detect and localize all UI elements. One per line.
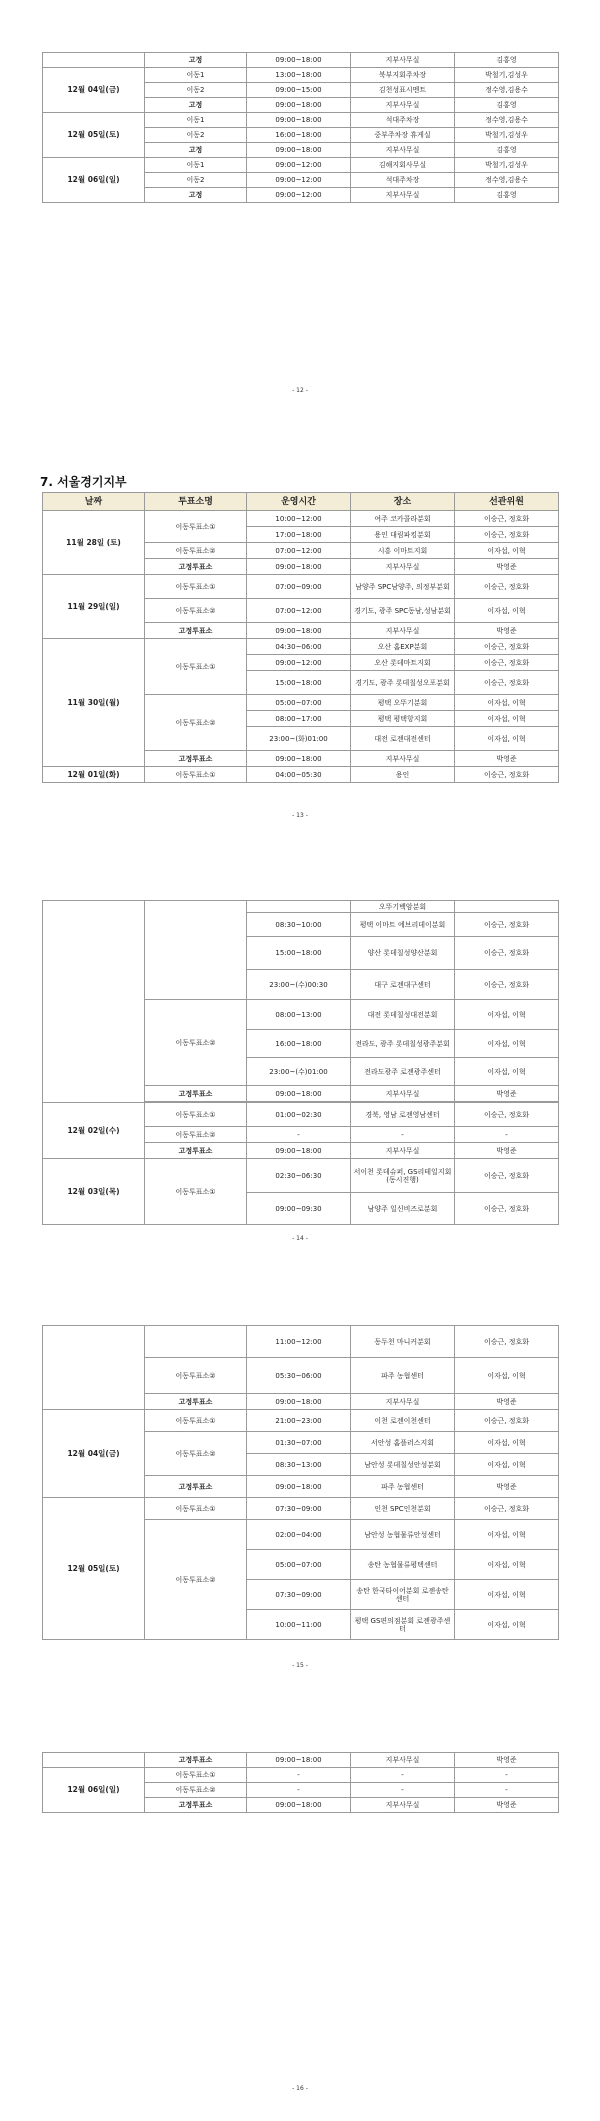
station-cell: 고정투표소 [145, 751, 247, 767]
schedule-table-page-16 [42, 1752, 559, 1813]
station-cell: 고정투표소 [145, 1476, 247, 1498]
place-cell: 지부사무실 [351, 1798, 455, 1813]
date-cell: 12월 01일(화) [43, 767, 145, 783]
table-row [43, 53, 559, 68]
schedule-table-page-13 [42, 492, 559, 783]
station-cell: 고정 [145, 143, 247, 158]
table-row [43, 1159, 559, 1193]
staff-cell: 정수영,김용수 [455, 173, 559, 188]
staff-cell: 이자섭, 이혁 [455, 1030, 559, 1058]
time-cell: 21:00~23:00 [247, 1410, 351, 1432]
table-row [43, 901, 559, 913]
staff-cell: 이승근, 정호화 [455, 913, 559, 937]
place-cell: 전라도, 광주 롯데칠성광주분회 [351, 1030, 455, 1058]
place-cell: 이천 로젠이천센터 [351, 1410, 455, 1432]
staff-cell: 박영준 [455, 1394, 559, 1410]
staff-cell: 박영준 [455, 1143, 559, 1159]
station-cell: 이동2 [145, 83, 247, 98]
time-cell: 01:00~02:30 [247, 1103, 351, 1127]
place-cell: 경기도, 광주 SPC동남,성남분회 [351, 599, 455, 623]
date-cell [43, 901, 145, 1103]
place-cell: 동두천 마니커분회 [351, 1326, 455, 1358]
place-cell: 지부사무실 [351, 98, 455, 113]
place-cell: 시흥 이마트지회 [351, 543, 455, 559]
station-cell: 고정투표소 [145, 623, 247, 639]
time-cell: 07:30~09:00 [247, 1498, 351, 1520]
date-cell [43, 1753, 145, 1768]
place-cell: 용인 [351, 767, 455, 783]
station-cell: 이동투표소② [145, 1432, 247, 1476]
station-cell: 고정투표소 [145, 559, 247, 575]
place-cell: 인천 SPC인천분회 [351, 1498, 455, 1520]
station-cell: 이동투표소② [145, 1358, 247, 1394]
staff-cell: 김홍영 [455, 143, 559, 158]
time-cell: 07:30~09:00 [247, 1580, 351, 1610]
place-cell: 지부사무실 [351, 188, 455, 203]
place-cell: 대구 로젠대구센터 [351, 970, 455, 1000]
table-row [43, 1410, 559, 1432]
date-cell: 12월 05일(토) [43, 1498, 145, 1640]
place-cell: 지부사무실 [351, 1143, 455, 1159]
table-row [43, 1753, 559, 1768]
place-cell: 남안성 롯데칠성안성분회 [351, 1454, 455, 1476]
schedule-table-page-15 [42, 1325, 559, 1640]
time-cell: 09:00~18:00 [247, 1798, 351, 1813]
staff-cell: - [455, 1127, 559, 1143]
staff-cell: 박영준 [455, 623, 559, 639]
time-cell: 08:30~13:00 [247, 1454, 351, 1476]
staff-cell: 이자섭, 이혁 [455, 727, 559, 751]
date-cell: 12월 04일(금) [43, 68, 145, 113]
staff-cell [455, 901, 559, 913]
station-cell: 고정투표소 [145, 1753, 247, 1768]
station-cell: 이동투표소① [145, 1410, 247, 1432]
table-row [43, 1768, 559, 1783]
staff-cell: 박영준 [455, 1798, 559, 1813]
staff-cell: 이승근, 정호화 [455, 937, 559, 970]
place-cell: 대전 로젠대전센터 [351, 727, 455, 751]
schedule-table-page-14 [42, 900, 559, 1225]
station-cell: 이동투표소① [145, 511, 247, 543]
place-cell: 서안성 홈플러스지회 [351, 1432, 455, 1454]
place-cell: 석대주차장 [351, 173, 455, 188]
time-cell: 13:00~18:00 [247, 68, 351, 83]
staff-cell: 이자섭, 이혁 [455, 543, 559, 559]
time-cell: 09:00~09:30 [247, 1193, 351, 1225]
place-cell: 지부사무실 [351, 1086, 455, 1102]
date-cell: 11월 29일(일) [43, 575, 145, 639]
place-cell: 지부사무실 [351, 1394, 455, 1410]
table-row [43, 1498, 559, 1520]
section-title: 7. 서울경기지부 [40, 475, 127, 489]
station-cell: 고정 [145, 98, 247, 113]
time-cell: 09:00~18:00 [247, 53, 351, 68]
station-cell: 이동투표소② [145, 1127, 247, 1143]
station-cell: 이동투표소② [145, 1520, 247, 1640]
place-cell: 중부주차장 휴게실 [351, 128, 455, 143]
time-cell: 09:00~12:00 [247, 158, 351, 173]
time-cell: 08:30~10:00 [247, 913, 351, 937]
page-number: - 14 - [292, 1235, 308, 1242]
time-cell: 09:00~18:00 [247, 143, 351, 158]
time-cell: 09:00~18:00 [247, 98, 351, 113]
place-cell: - [351, 1783, 455, 1798]
time-cell: 02:30~06:30 [247, 1159, 351, 1193]
staff-cell: 김홍영 [455, 98, 559, 113]
place-cell: 전라도광주 로젠광주센터 [351, 1058, 455, 1086]
table-row [43, 575, 559, 599]
time-cell: 10:00~11:00 [247, 1610, 351, 1640]
page-number: - 13 - [292, 812, 308, 819]
time-cell: 04:30~06:00 [247, 639, 351, 655]
place-cell: 양산 롯데칠성양산분회 [351, 937, 455, 970]
station-cell [145, 901, 247, 1000]
staff-cell: 이자섭, 이혁 [455, 1610, 559, 1640]
table-row [43, 158, 559, 173]
station-cell: 이동투표소① [145, 639, 247, 695]
place-cell: 오뚜기백암분회 [351, 901, 455, 913]
column-header-station: 투표소명 [145, 493, 247, 511]
time-cell: 16:00~18:00 [247, 1030, 351, 1058]
staff-cell: 박철기,김성우 [455, 68, 559, 83]
station-cell: 이동투표소① [145, 1159, 247, 1225]
staff-cell: 이자섭, 이혁 [455, 1520, 559, 1550]
time-cell: 09:00~18:00 [247, 751, 351, 767]
staff-cell: 이자섭, 이혁 [455, 1358, 559, 1394]
time-cell: 05:00~07:00 [247, 1550, 351, 1580]
staff-cell: 이승근, 정호화 [455, 767, 559, 783]
page-number: - 15 - [292, 1662, 308, 1669]
time-cell: 10:00~12:00 [247, 511, 351, 527]
staff-cell: 이자섭, 이혁 [455, 1000, 559, 1030]
place-cell: 오산 홈EXP분회 [351, 639, 455, 655]
staff-cell: 박영준 [455, 751, 559, 767]
staff-cell: 이자섭, 이혁 [455, 599, 559, 623]
station-cell: 이동투표소① [145, 1768, 247, 1783]
time-cell: 16:00~18:00 [247, 128, 351, 143]
time-cell: 09:00~18:00 [247, 559, 351, 575]
staff-cell: 이승근, 정호화 [455, 655, 559, 671]
time-cell: - [247, 1768, 351, 1783]
place-cell: 용인 대림파킹분회 [351, 527, 455, 543]
place-cell: 평택 평택항지회 [351, 711, 455, 727]
table-row [43, 1103, 559, 1127]
time-cell: 15:00~18:00 [247, 671, 351, 695]
time-cell: 07:00~12:00 [247, 599, 351, 623]
station-cell: 고정 [145, 53, 247, 68]
staff-cell: 김홍영 [455, 188, 559, 203]
staff-cell: 정수영,김용수 [455, 113, 559, 128]
date-cell: 12월 03일(목) [43, 1159, 145, 1225]
time-cell: 09:00~18:00 [247, 113, 351, 128]
place-cell: 오산 롯데마트지회 [351, 655, 455, 671]
station-cell: 이동투표소② [145, 1783, 247, 1798]
time-cell: 09:00~12:00 [247, 188, 351, 203]
place-cell: 여주 코카콜라분회 [351, 511, 455, 527]
place-cell: 대전 롯데칠성대전분회 [351, 1000, 455, 1030]
station-cell: 고정투표소 [145, 1394, 247, 1410]
page-number: - 12 - [292, 387, 308, 394]
station-cell: 이동투표소② [145, 543, 247, 559]
staff-cell: - [455, 1783, 559, 1798]
time-cell: 09:00~18:00 [247, 623, 351, 639]
place-cell: 평택 GS편의점분회 로젠광주센터 [351, 1610, 455, 1640]
place-cell: 지부사무실 [351, 1753, 455, 1768]
date-cell: 11월 30일(월) [43, 639, 145, 767]
time-cell: 07:00~09:00 [247, 575, 351, 599]
place-cell: 김해지회사무실 [351, 158, 455, 173]
station-cell: 이동투표소② [145, 695, 247, 751]
time-cell: 09:00~18:00 [247, 1476, 351, 1498]
place-cell: 지부사무실 [351, 623, 455, 639]
staff-cell: 박철기,김성우 [455, 128, 559, 143]
place-cell: - [351, 1768, 455, 1783]
time-cell: 23:00~(화)01:00 [247, 727, 351, 751]
station-cell: 이동투표소① [145, 1103, 247, 1127]
date-cell [43, 53, 145, 68]
staff-cell: 이자섭, 이혁 [455, 695, 559, 711]
table-row [43, 113, 559, 128]
place-cell: 평택 이마트 에브리데이분회 [351, 913, 455, 937]
station-cell: 고정 [145, 188, 247, 203]
place-cell: 송탄 농협물류평택센터 [351, 1550, 455, 1580]
date-cell: 12월 04일(금) [43, 1410, 145, 1498]
staff-cell: 이승근, 정호화 [455, 511, 559, 527]
place-cell: 파주 농협센터 [351, 1358, 455, 1394]
place-cell: 지부사무실 [351, 751, 455, 767]
staff-cell: - [455, 1768, 559, 1783]
staff-cell: 이승근, 정호화 [455, 1498, 559, 1520]
staff-cell: 이승근, 정호화 [455, 1326, 559, 1358]
table-row [43, 1326, 559, 1358]
table-row [43, 511, 559, 527]
station-cell: 이동1 [145, 113, 247, 128]
staff-cell: 이승근, 정호화 [455, 1159, 559, 1193]
date-cell: 12월 02일(수) [43, 1103, 145, 1159]
station-cell: 이동투표소① [145, 767, 247, 783]
place-cell: 지부사무실 [351, 559, 455, 575]
staff-cell: 이승근, 정호화 [455, 1103, 559, 1127]
station-cell: 이동2 [145, 128, 247, 143]
time-cell: 23:00~(수)00:30 [247, 970, 351, 1000]
time-cell: 09:00~18:00 [247, 1086, 351, 1102]
place-cell: 파주 농협센터 [351, 1476, 455, 1498]
place-cell: 지부사무실 [351, 53, 455, 68]
table-row [43, 68, 559, 83]
time-cell: 07:00~12:00 [247, 543, 351, 559]
place-cell: 송탄 한국타이어분회 로젠송탄센터 [351, 1580, 455, 1610]
staff-cell: 박영준 [455, 1086, 559, 1102]
staff-cell: 이승근, 정호화 [455, 639, 559, 655]
time-cell: 09:00~15:00 [247, 83, 351, 98]
time-cell: 05:30~06:00 [247, 1358, 351, 1394]
time-cell: 02:00~04:00 [247, 1520, 351, 1550]
place-cell: 경기도, 광주 롯데칠성오포분회 [351, 671, 455, 695]
station-cell: 이동투표소② [145, 599, 247, 623]
staff-cell: 박영준 [455, 559, 559, 575]
schedule-table-page-12 [42, 52, 559, 203]
time-cell: 09:00~18:00 [247, 1394, 351, 1410]
station-cell [145, 1326, 247, 1358]
staff-cell: 이자섭, 이혁 [455, 1580, 559, 1610]
time-cell: 17:00~18:00 [247, 527, 351, 543]
staff-cell: 박영준 [455, 1476, 559, 1498]
station-cell: 고정투표소 [145, 1143, 247, 1159]
time-cell: 01:30~07:00 [247, 1432, 351, 1454]
staff-cell: 박철기,김성우 [455, 158, 559, 173]
staff-cell: 김홍영 [455, 53, 559, 68]
time-cell: 09:00~12:00 [247, 173, 351, 188]
page-number: - 16 - [292, 2085, 308, 2092]
table-row [43, 639, 559, 655]
time-cell: 09:00~12:00 [247, 655, 351, 671]
date-cell [43, 1326, 145, 1410]
staff-cell: 이승근, 정호화 [455, 1410, 559, 1432]
time-cell: 09:00~18:00 [247, 1753, 351, 1768]
place-cell: 경북, 영남 로젠영남센터 [351, 1103, 455, 1127]
time-cell: 15:00~18:00 [247, 937, 351, 970]
time-cell: 11:00~12:00 [247, 1326, 351, 1358]
station-cell: 이동투표소① [145, 575, 247, 599]
table-row [43, 767, 559, 783]
place-cell: 남안성 농협물류안성센터 [351, 1520, 455, 1550]
place-cell: 평택 오뚜기분회 [351, 695, 455, 711]
staff-cell: 정수영,김용수 [455, 83, 559, 98]
place-cell: 북부지회주차장 [351, 68, 455, 83]
staff-cell: 이승근, 정호화 [455, 1193, 559, 1225]
time-cell: - [247, 1127, 351, 1143]
time-cell: - [247, 1783, 351, 1798]
time-cell: 08:00~17:00 [247, 711, 351, 727]
staff-cell: 이승근, 정호화 [455, 671, 559, 695]
staff-cell: 이자섭, 이혁 [455, 1058, 559, 1086]
station-cell: 이동1 [145, 68, 247, 83]
place-cell: 지부사무실 [351, 143, 455, 158]
header-row [43, 493, 559, 511]
time-cell: 08:00~13:00 [247, 1000, 351, 1030]
time-cell: 09:00~18:00 [247, 1143, 351, 1159]
place-cell: 남양주 일신비즈로분회 [351, 1193, 455, 1225]
staff-cell: 이자섭, 이혁 [455, 1432, 559, 1454]
place-cell: 서이천 롯데슈퍼, GS리테일지회 (동시진행) [351, 1159, 455, 1193]
station-cell: 이동투표소② [145, 1000, 247, 1086]
column-header-staff: 선관위원 [455, 493, 559, 511]
place-cell: 석대주차장 [351, 113, 455, 128]
station-cell: 고정투표소 [145, 1798, 247, 1813]
time-cell: 05:00~07:00 [247, 695, 351, 711]
place-cell: 김천성표시멘트 [351, 83, 455, 98]
place-cell: - [351, 1127, 455, 1143]
place-cell: 남양주 SPC남양주, 의정부분회 [351, 575, 455, 599]
date-cell: 12월 05일(토) [43, 113, 145, 158]
staff-cell: 이자섭, 이혁 [455, 711, 559, 727]
staff-cell: 이승근, 정호화 [455, 575, 559, 599]
column-header-place: 장소 [351, 493, 455, 511]
station-cell: 고정투표소 [145, 1086, 247, 1102]
station-cell: 이동1 [145, 158, 247, 173]
staff-cell: 이승근, 정호화 [455, 527, 559, 543]
time-cell [247, 901, 351, 913]
station-cell: 이동2 [145, 173, 247, 188]
time-cell: 23:00~(수)01:00 [247, 1058, 351, 1086]
date-cell: 12월 06일(일) [43, 158, 145, 203]
staff-cell: 이자섭, 이혁 [455, 1454, 559, 1476]
station-cell: 이동투표소① [145, 1498, 247, 1520]
column-header-time: 운영시간 [247, 493, 351, 511]
staff-cell: 박영준 [455, 1753, 559, 1768]
column-header-date: 날짜 [43, 493, 145, 511]
staff-cell: 이자섭, 이혁 [455, 1550, 559, 1580]
staff-cell: 이승근, 정호화 [455, 970, 559, 1000]
time-cell: 04:00~05:30 [247, 767, 351, 783]
date-cell: 11월 28일 (토) [43, 511, 145, 575]
date-cell: 12월 06일(일) [43, 1768, 145, 1813]
